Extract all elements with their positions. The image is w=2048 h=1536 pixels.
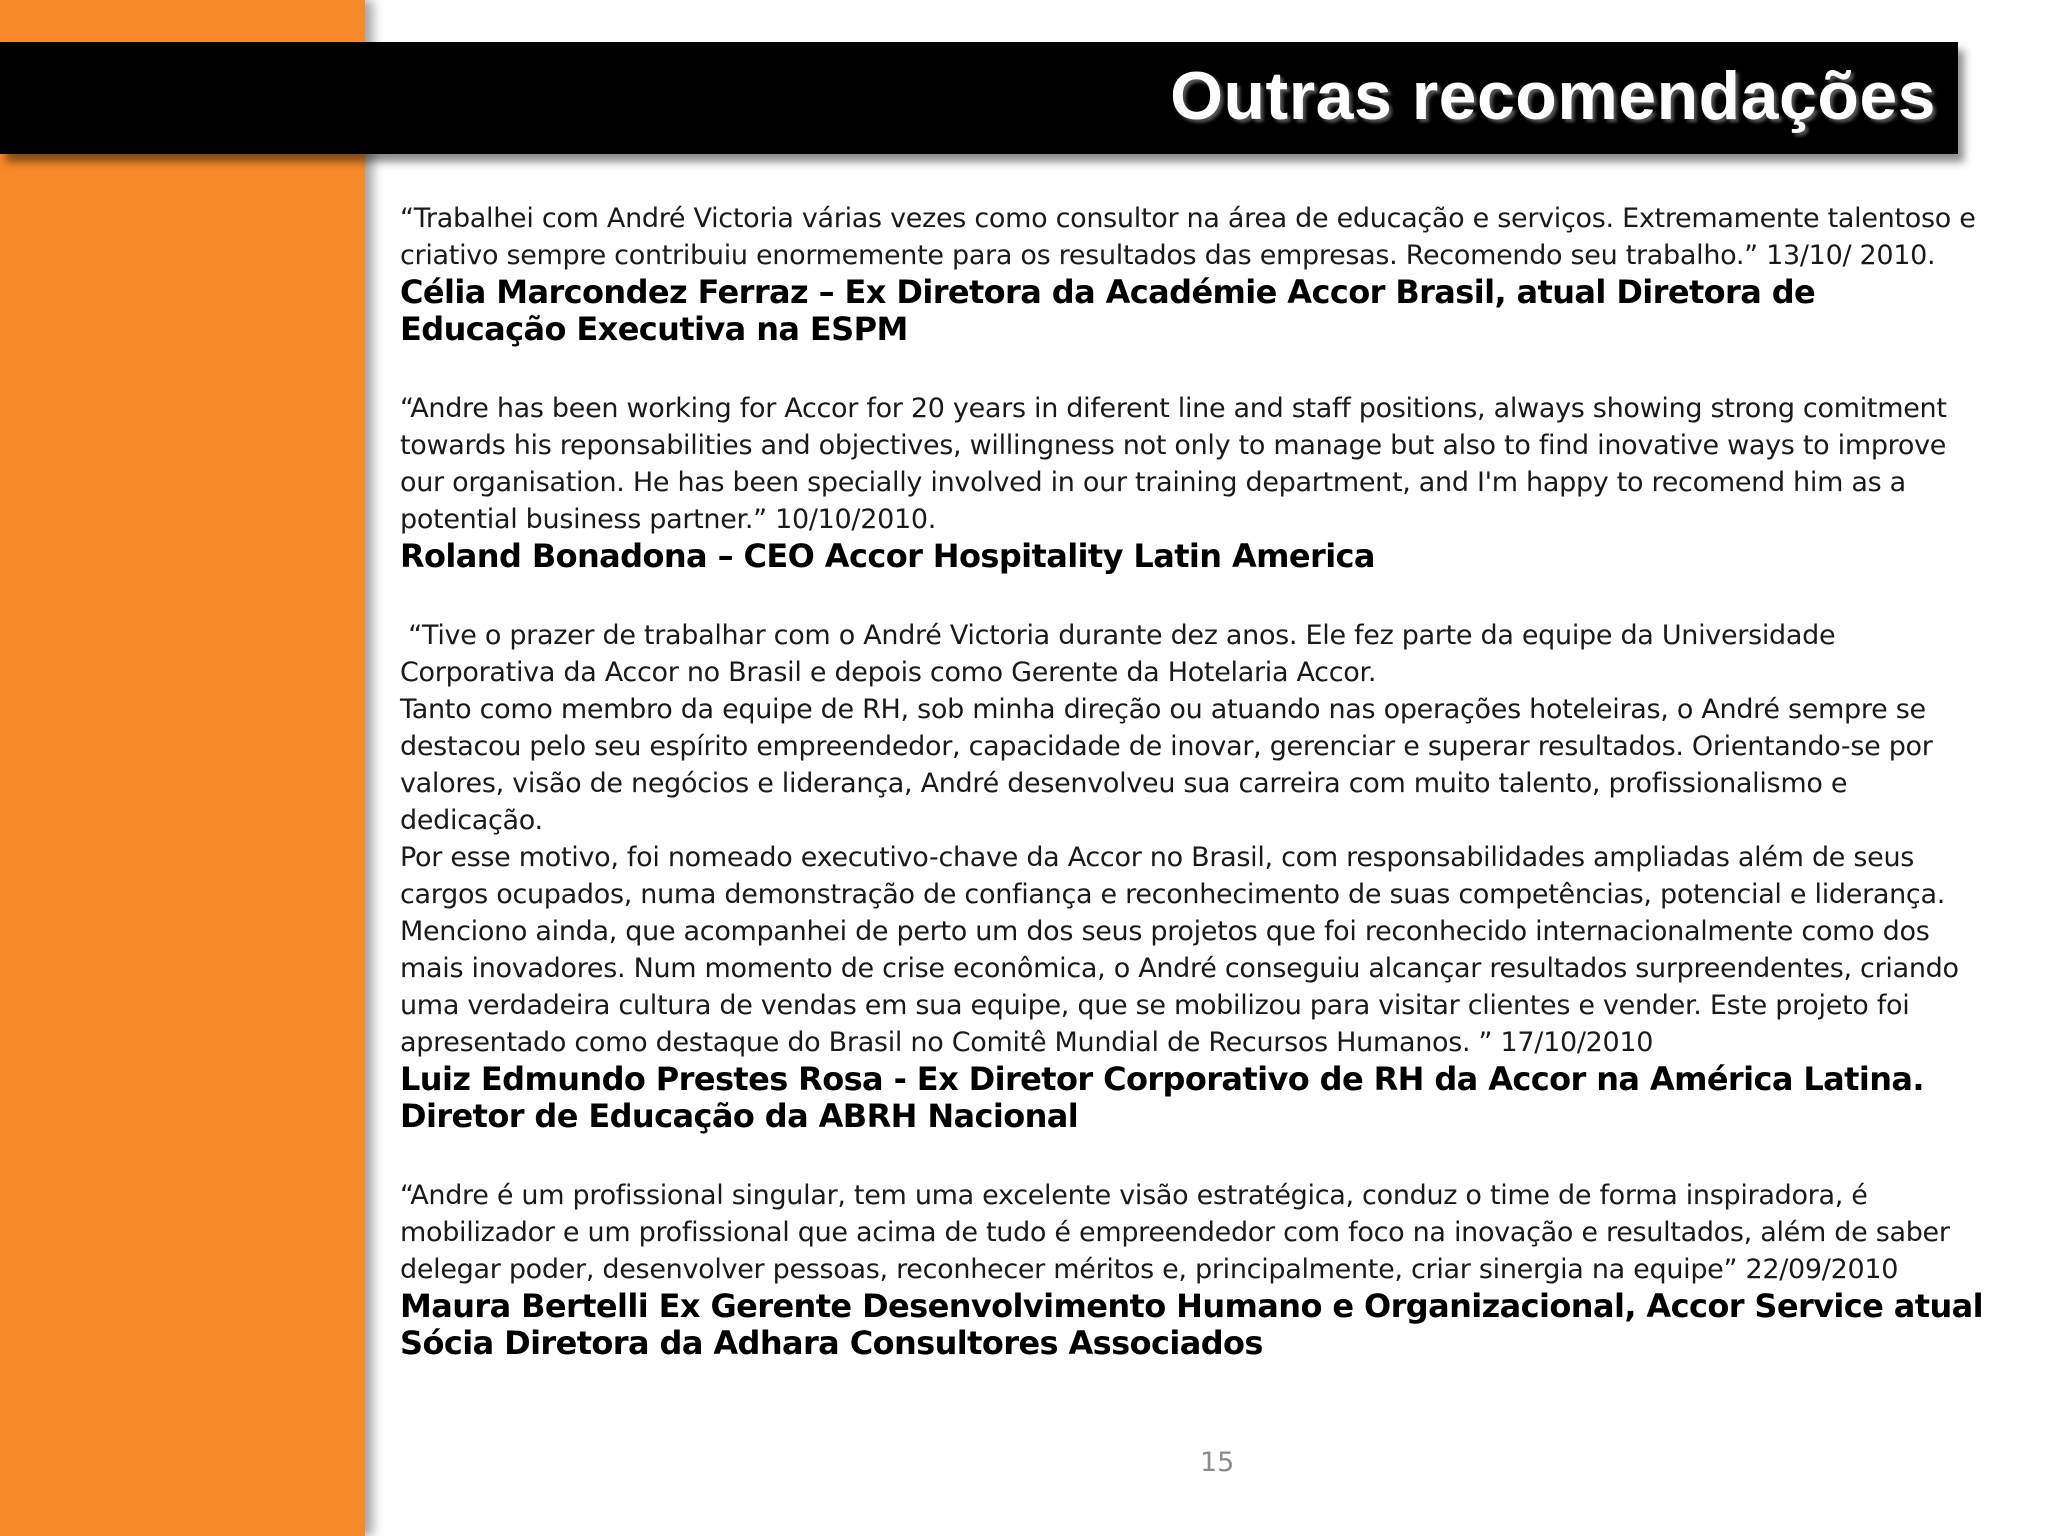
quote-paragraph: “Tive o prazer de trabalhar com o André Victoria durante dez anos. Ele fez parte da equipe da Universidade Corporativa da Accor no Brasil e depois como Gerente da Hotelaria Accor. bbox=[400, 620, 1844, 688]
slide-title: Outras recomendações bbox=[1170, 58, 1936, 134]
quote-paragraph: Menciono ainda, que acompanhei de perto um dos seus projetos que foi reconhecido internacionalmente como dos mais inovadores. Num momento de crise econômica, o André conseguiu alcançar resultados surpreendentes, criando uma verdadeira cultura de vendas em sua equipe, que se mobilizou para visitar clientes e vender. Este projeto foi apresentado como destaque do Brasil no Comitê Mundial de Recursos Humanos. ” 17/10/2010 bbox=[400, 916, 1959, 1058]
testimonial-author: Luiz Edmundo Prestes Rosa - Ex Diretor Corporativo de RH da Accor na América Latina. Diretor de Educação da ABRH Nacional bbox=[400, 1060, 1924, 1135]
testimonial-quote bbox=[400, 200, 1990, 274]
testimonial-1 bbox=[400, 200, 1990, 348]
quote-paragraph: “Andre has been working for Accor for 20 years in diferent line and staff positions, always showing strong comitment towards his reponsabilities and objectives, willingness not only to manage but also to find inovative ways to improve our organisation. He has been specially involved in our training department, and I'm happy to recomend him as a potential business partner.” 10/10/2010. bbox=[400, 393, 1947, 535]
testimonial-author: Célia Marcondez Ferraz – Ex Diretora da Académie Accor Brasil, atual Diretora de Educação Executiva na ESPM bbox=[400, 273, 1816, 348]
testimonial-quote bbox=[400, 390, 1990, 538]
quote-paragraph: “Andre é um profissional singular, tem uma excelente visão estratégica, conduz o time de forma inspiradora, é mobilizador e um profissional que acima de tudo é empreendedor com foco na inovação e resultados, além de saber delegar poder, desenvolver pessoas, reconhecer méritos e, principalmente, criar sinergia na equipe” 22/09/2010 bbox=[400, 1180, 1950, 1285]
testimonial-2 bbox=[400, 390, 1990, 575]
testimonial-author: Maura Bertelli Ex Gerente Desenvolvimento Humano e Organizacional, Accor Service atual Sócia Diretora da Adhara Consultores Associados bbox=[400, 1287, 1984, 1362]
testimonial-4 bbox=[400, 1177, 1990, 1362]
quote-paragraph: Tanto como membro da equipe de RH, sob minha direção ou atuando nas operações hoteleiras, o André sempre se destacou pelo seu espírito empreendedor, capacidade de inovar, gerenciar e superar resultados. Orientando-se por valores, visão de negócios e liderança, André desenvolveu sua carreira com muito talento, profissionalismo e dedicação. bbox=[400, 694, 1933, 836]
quote-paragraph: “Trabalhei com André Victoria várias vezes como consultor na área de educação e serviços. Extremamente talentoso e criativo sempre contribuiu enormemente para os resultados das empresas. Recomendo seu trabalho.” 13/10/ 2010. bbox=[400, 203, 1976, 271]
testimonial-author: Roland Bonadona – CEO Accor Hospitality Latin America bbox=[400, 537, 1375, 575]
quote-paragraph: Por esse motivo, foi nomeado executivo-chave da Accor no Brasil, com responsabilidades ampliadas além de seus cargos ocupados, numa demonstração de confiança e reconhecimento de suas competências, potencial e liderança. bbox=[400, 842, 1945, 910]
testimonial-quote bbox=[400, 1177, 1990, 1288]
testimonial-quote bbox=[400, 617, 1990, 1061]
testimonial-3 bbox=[400, 617, 1990, 1135]
title-bar bbox=[0, 42, 1958, 154]
testimonials-content bbox=[400, 200, 1990, 1404]
orange-side-bar bbox=[0, 0, 365, 1536]
page-number: 15 bbox=[1200, 1447, 1235, 1478]
